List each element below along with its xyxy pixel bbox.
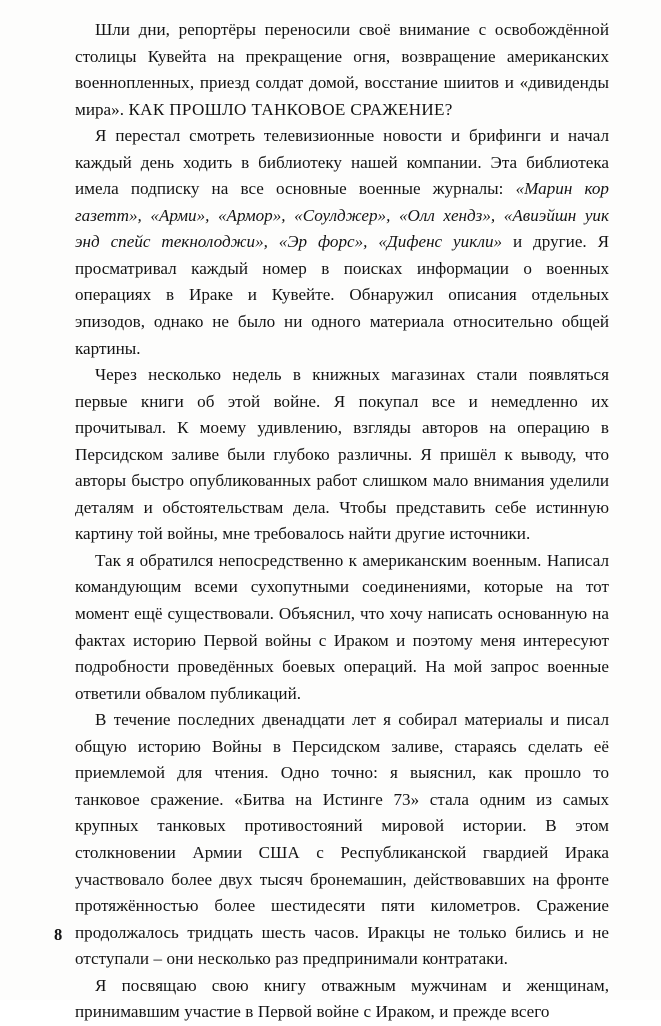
paragraph-1-run-caps: КАК ПРОШЛО ТАНКОВОЕ СРАЖЕНИЕ? — [128, 99, 453, 119]
paragraph-5-run-normal: В течение последних двенадцати лет я собирал материалы и писал общую историю Войны в Персидском заливе, стараясь сделать её приемлемой для чтения. Одно точно: я выяснил, как прошло то танковое сражение. «Битва на Истинге 73» стала одним из самых крупных танковых противостояний мировой истории. В этом столкновении Армии США с Республиканской гвардией Ирака участвовало более двух тысяч бронемашин, действовавших на фронте протяжённостью более шестидесяти пяти километров. Сражение продолжалось тридцать шесть часов. Иракцы не только бились и не отступали – они несколько раз предпринимали контратаки. — [75, 710, 609, 969]
page-text-block — [75, 17, 609, 1026]
paragraph-5 — [75, 707, 609, 972]
paragraph-4-run-normal: Так я обратился непосредственно к американским военным. Написал командующим всеми сухопутными соединениями, которые на тот момент ещё существовали. Объяснил, что хочу написать основанную на фактах историю Первой войны с Ираком и поэтому меня интересуют подробности проведённых боевых операций. На мой запрос военные ответили обвалом публикаций. — [75, 550, 609, 703]
paragraph-4 — [75, 548, 609, 707]
paragraph-3 — [75, 362, 609, 548]
page-number: 8 — [54, 925, 63, 944]
paragraph-1-run-normal: Шли дни, репортёры переносили своё внимание с освобождённой столицы Кувейта на прекращение огня, возвращение американских военнопленных, приезд солдат домой, восстание шиитов и «дивиденды мира». — [75, 20, 609, 119]
paragraph-2-run-italic-magazines: «Марин кор газетт», «Арми», «Армор», «Соулджер», «Олл хендз», «Авиэйшн уик энд спейс текнолоджи», «Эр форс», «Дифенс уикли» — [75, 179, 609, 252]
paragraph-1 — [75, 17, 609, 123]
paragraph-2 — [75, 123, 609, 362]
paragraph-2-run-normal-lead: Я перестал смотреть телевизионные новости и брифинги и начал каждый день ходить в библиотеку нашей компании. Эта библиотека имела подписку на все основные военные журналы: — [75, 126, 609, 199]
paragraph-6 — [75, 973, 609, 1026]
paragraph-3-run-normal: Через несколько недель в книжных магазинах стали появляться первые книги об этой войне. Я покупал все и немедленно их прочитывал. К моему удивлению, взгляды авторов на операцию в Персидском заливе были глубоко различны. Я пришёл к выводу, что авторы быстро опубликованных работ слишком мало внимания уделили деталям и обстоятельствам дела. Чтобы представить себе истинную картину той войны, мне требовалось найти другие источники. — [75, 365, 609, 544]
paragraph-2-run-normal-tail: и другие. Я просматривал каждый номер в поисках информации о военных операциях в Ираке и Кувейте. Обнаружил описания отдельных эпизодов, однако не было ни одного материала относительно общей картины. — [75, 232, 609, 358]
paragraph-6-run-normal: Я посвящаю свою книгу отважным мужчинам и женщинам, принимавшим участие в Первой войне с Ираком, и прежде всего — [75, 975, 609, 1022]
